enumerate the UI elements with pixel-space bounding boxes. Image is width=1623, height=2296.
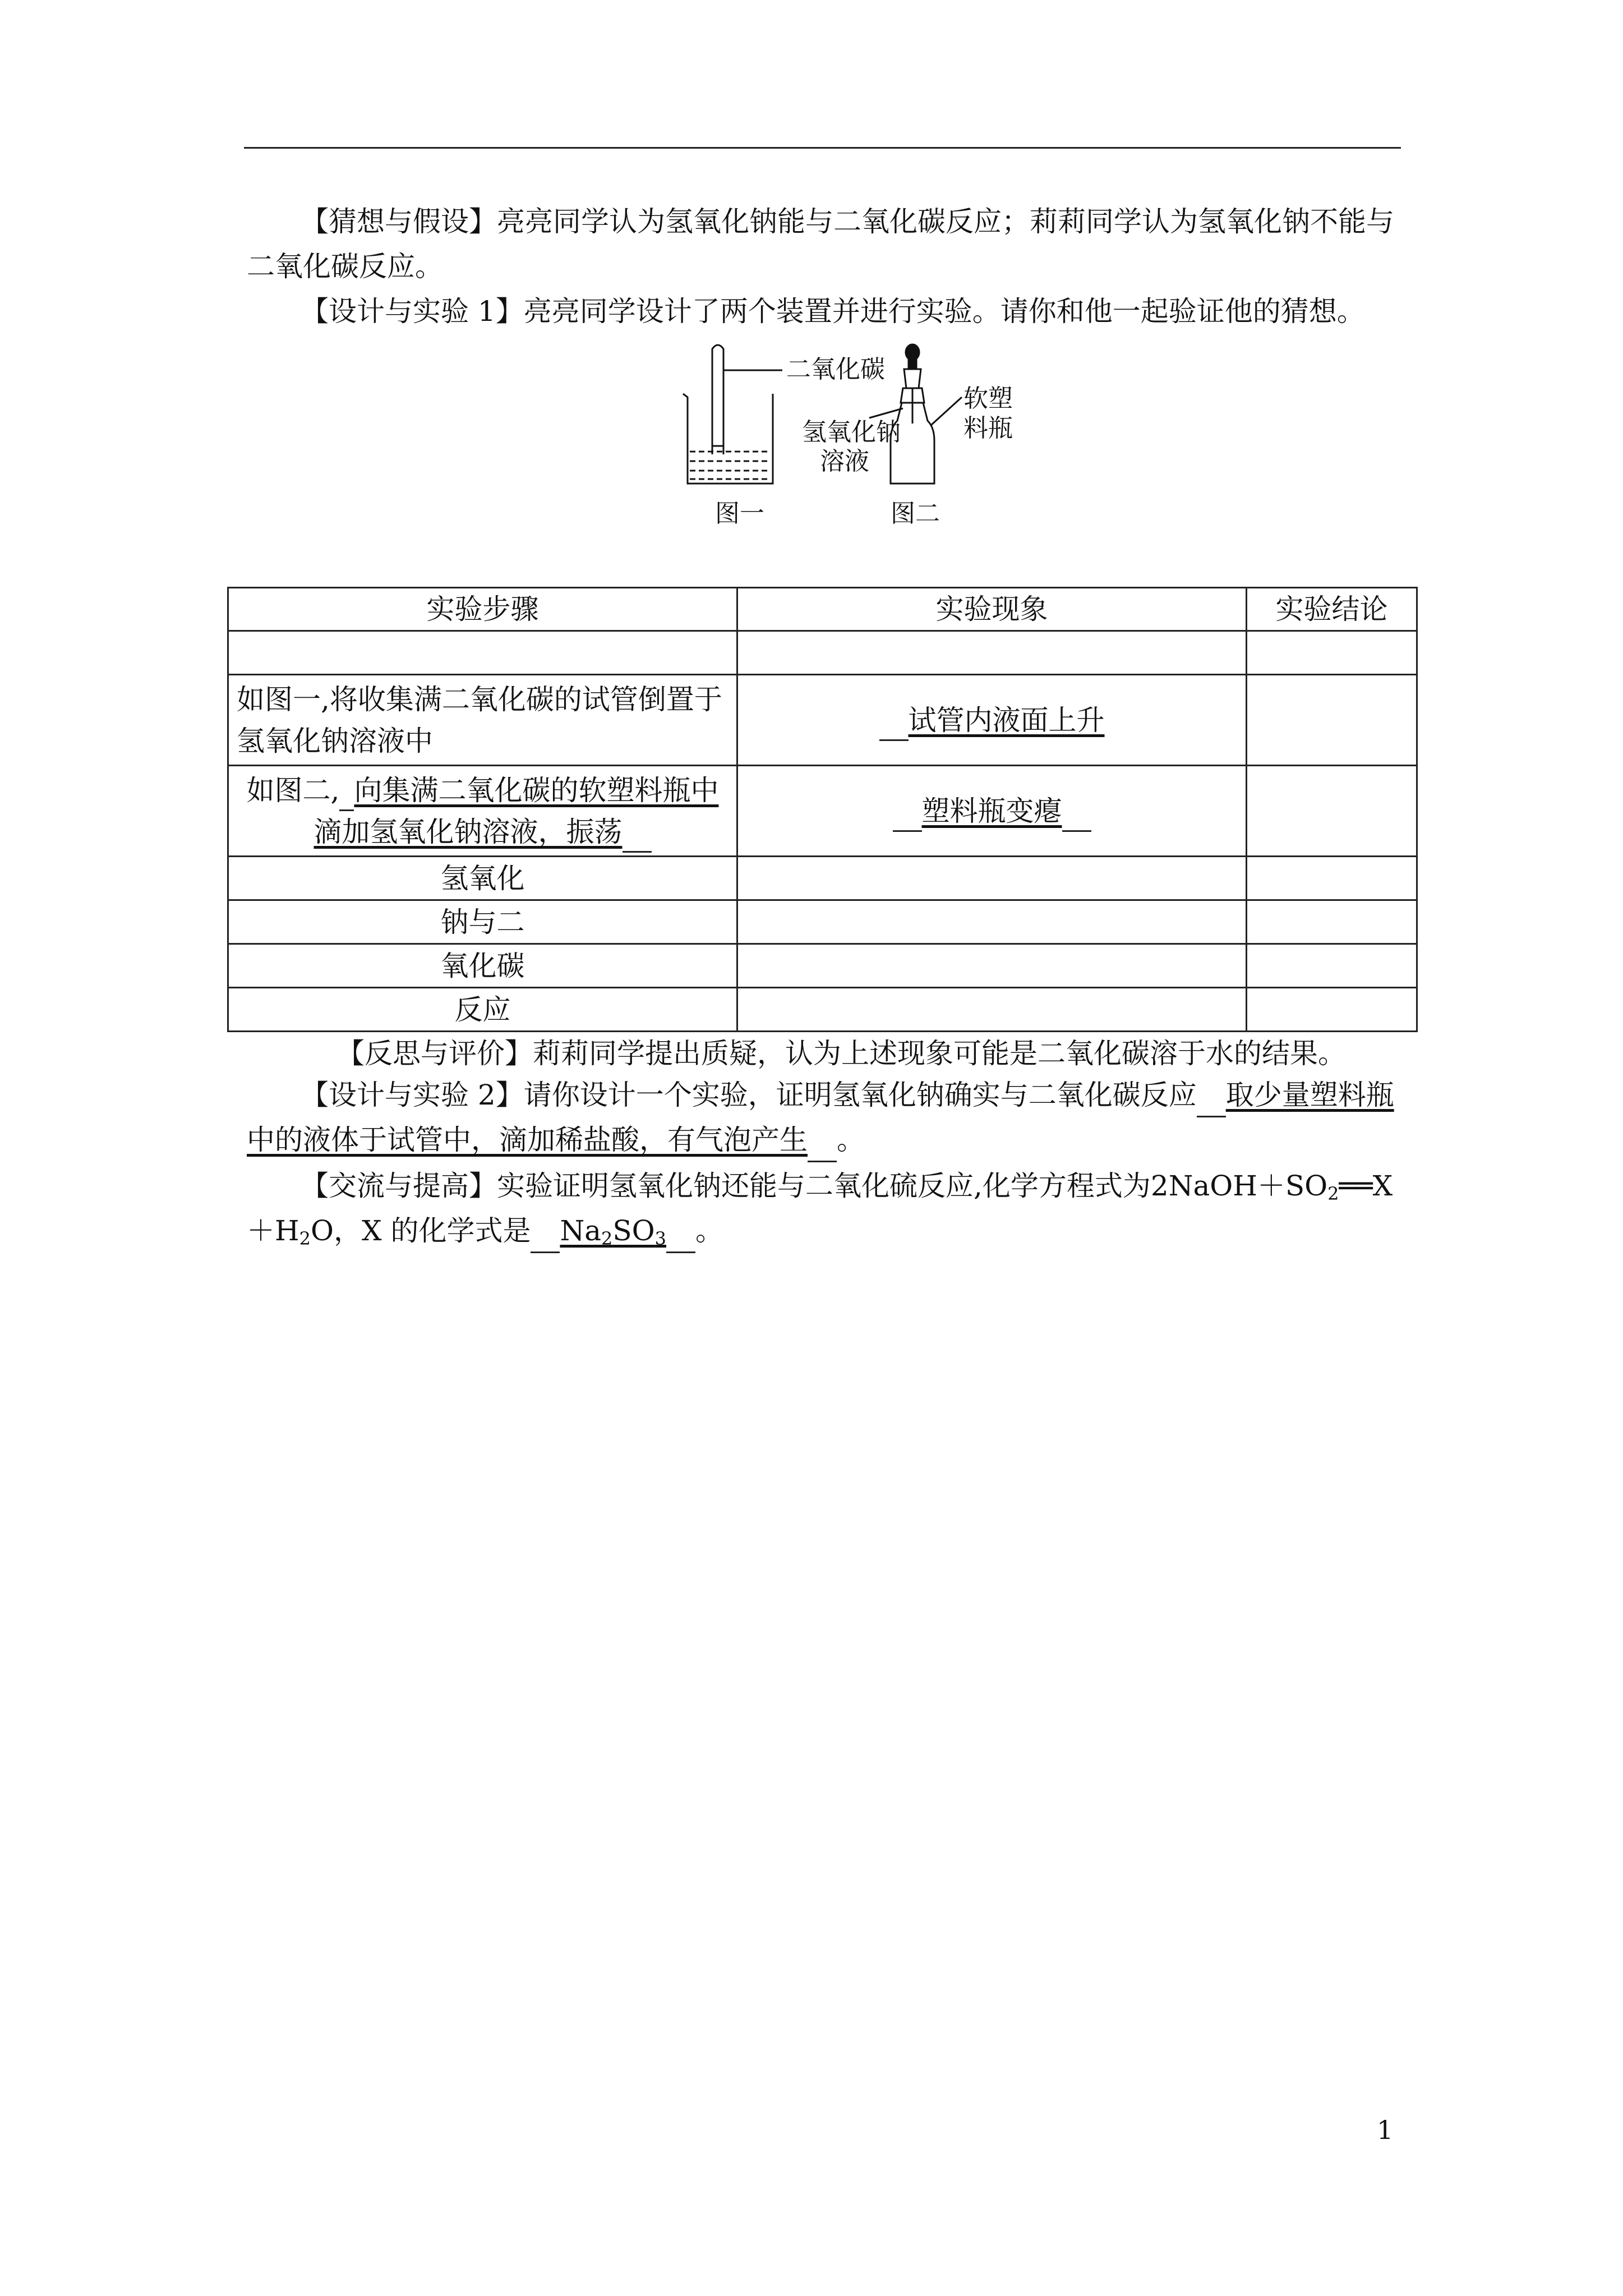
exchange-paragraph: 【交流与提高】实验证明氢氧化钠还能与二氧化硫反应,化学方程式为$2NaOH+SO_2══X+H_2O$，X 的化学式是 $Na_2SO_3$ 。 bbox=[247, 1163, 1402, 1253]
exchange-text: 实验证明氢氧化钠还能与二氧化硫反应,化学方程式为2NaOH＋SO bbox=[497, 1170, 1328, 1202]
experiment1-text: 亮亮同学设计了两个装置并进行实验。请你和他一起验证他的猜想。 bbox=[523, 295, 1365, 328]
table-row bbox=[228, 675, 1417, 766]
header-steps: 实验步骤 bbox=[228, 588, 737, 631]
exchange-label: 【交流与提高】 bbox=[301, 1170, 497, 1202]
experiment-table bbox=[227, 587, 1418, 1032]
reflection-label: 【反思与评价】 bbox=[336, 1037, 533, 1070]
conclusion-line: 氧化碳 bbox=[228, 944, 737, 988]
table-row bbox=[228, 900, 1417, 944]
header-rule bbox=[244, 147, 1401, 149]
conclusion-line: 氢氧化 bbox=[228, 857, 737, 900]
step-2-prefix: 如图二, bbox=[246, 774, 340, 807]
table-row bbox=[228, 988, 1417, 1032]
step-1: 如图一,将收集满二氧化碳的试管倒置于氢氧化钠溶液中 bbox=[228, 675, 737, 766]
figure1-caption: 图一 bbox=[715, 499, 764, 528]
conclusion-line: 反应 bbox=[228, 988, 737, 1032]
table-row bbox=[228, 631, 1417, 675]
experiment2-text: 请你设计一个实验，证明氢氧化钠确实与二氧化碳反应 bbox=[523, 1079, 1197, 1111]
page-number: 1 bbox=[1377, 2115, 1394, 2145]
phenomenon-1-answer: 试管内液面上升 bbox=[908, 703, 1105, 737]
beaker-diagram bbox=[683, 345, 782, 484]
apparatus-figure bbox=[667, 337, 1071, 533]
figure2-caption: 图二 bbox=[891, 499, 940, 528]
hypothesis-paragraph bbox=[247, 199, 1402, 289]
phenomenon-2 bbox=[737, 766, 1247, 857]
phenomenon-1 bbox=[737, 675, 1247, 766]
hypothesis-text: 亮亮同学认为氢氧化钠能与二氧化碳反应；莉莉同学认为氢氧化钠不能与二氧化碳反应。 bbox=[247, 205, 1394, 283]
bottle-label-line1: 软塑 bbox=[963, 384, 1013, 413]
table-header-row bbox=[228, 588, 1417, 631]
phenomenon-2-answer: 塑料瓶变瘪 bbox=[921, 794, 1062, 827]
exchange-answer: $Na_2SO_3$ bbox=[560, 1214, 666, 1249]
bottle-label-line2: 料瓶 bbox=[963, 414, 1013, 443]
table-row bbox=[228, 944, 1417, 988]
table-row bbox=[228, 766, 1417, 857]
header-conclusion: 实验结论 bbox=[1247, 588, 1417, 631]
table-row bbox=[228, 857, 1417, 900]
hypothesis-label: 【猜想与假设】 bbox=[301, 205, 497, 238]
experiment2-paragraph: 【设计与实验 2】请你设计一个实验，证明氢氧化钠确实与二氧化碳反应 取少量塑料瓶中的液体于试管中，滴加稀盐酸，有气泡产生 。 bbox=[247, 1073, 1402, 1162]
experiment1-label: 【设计与实验 1】 bbox=[301, 295, 524, 328]
reflection-text: 莉莉同学提出质疑，认为上述现象可能是二氧化碳溶于水的结果。 bbox=[533, 1037, 1346, 1070]
step-2 bbox=[228, 766, 737, 857]
experiment1-paragraph bbox=[247, 289, 1402, 334]
experiment2-label: 【设计与实验 2】 bbox=[301, 1079, 524, 1111]
naoh-label-line1: 氢氧化钠 bbox=[802, 418, 901, 447]
naoh-label-line2: 溶液 bbox=[820, 447, 869, 476]
conclusion-line: 钠与二 bbox=[228, 900, 737, 944]
co2-label: 二氧化碳 bbox=[786, 355, 885, 384]
step-2-answer: 向集满二氧化碳的软塑料瓶中滴加氢氧化钠溶液，振荡 bbox=[313, 774, 719, 848]
header-phenomena: 实验现象 bbox=[737, 588, 1247, 631]
experiment2-answer: 取少量塑料瓶中的液体于试管中，滴加稀盐酸，有气泡产生 bbox=[247, 1079, 1394, 1156]
reflection-paragraph bbox=[336, 1031, 1402, 1076]
